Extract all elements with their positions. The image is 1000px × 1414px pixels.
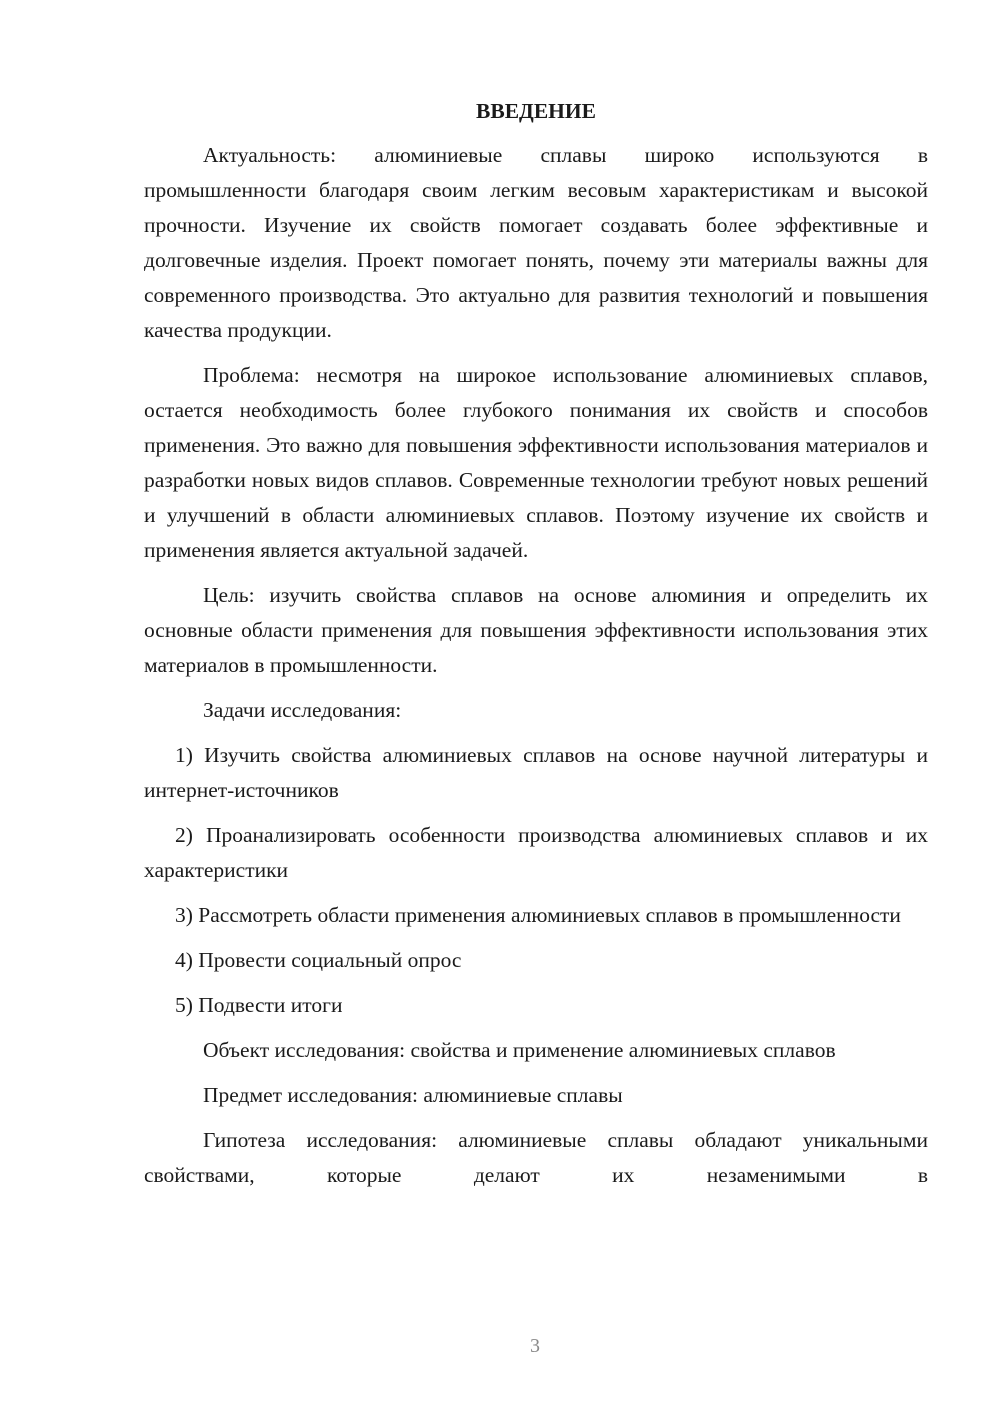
page-number: 3	[530, 1335, 540, 1357]
list-item: 1) Изучить свойства алюминиевых сплавов на основе научной литературы и интернет-источников	[144, 743, 928, 802]
tasks-heading: Задачи исследования:	[203, 698, 402, 722]
document-page	[144, 96, 928, 1203]
tasks-list	[144, 738, 928, 1023]
paragraph-object: Объект исследования: свойства и применение алюминиевых сплавов	[203, 1038, 836, 1062]
list-item: 5) Подвести итоги	[175, 993, 343, 1017]
list-item: 3) Рассмотреть области применения алюминиевых сплавов в промышленности	[175, 903, 901, 927]
paragraph-goal: Цель: изучить свойства сплавов на основе алюминия и определить их основные области применения для повышения эффективности использования этих материалов в промышленности.	[144, 583, 928, 677]
paragraph-subject: Предмет исследования: алюминиевые сплавы	[203, 1083, 623, 1107]
paragraph-hypothesis: Гипотеза исследования: алюминиевые сплавы обладают уникальными свойствами, которые делают их незаменимыми в	[144, 1128, 928, 1187]
paragraph-relevance: Актуальность: алюминиевые сплавы широко используются в промышленности благодаря своим легким весовым характеристикам и высокой прочности. Изучение их свойств помогает создавать более эффективные и долговечные изделия. Проект помогает понять, почему эти материалы важны для современного производства. Это актуально для развития технологий и повышения качества продукции.	[144, 143, 928, 342]
list-item: 2) Проанализировать особенности производства алюминиевых сплавов и их характеристики	[144, 823, 928, 882]
paragraph-problem: Проблема: несмотря на широкое использование алюминиевых сплавов, остается необходимость более глубокого понимания их свойств и способов применения. Это важно для повышения эффективности использования материалов и разработки новых видов сплавов. Современные технологии требуют новых решений и улучшений в области алюминиевых сплавов. Поэтому изучение их свойств и применения является актуальной задачей.	[144, 363, 928, 562]
list-item: 4) Провести социальный опрос	[175, 948, 462, 972]
document-title: ВВЕДЕНИЕ	[476, 99, 596, 123]
